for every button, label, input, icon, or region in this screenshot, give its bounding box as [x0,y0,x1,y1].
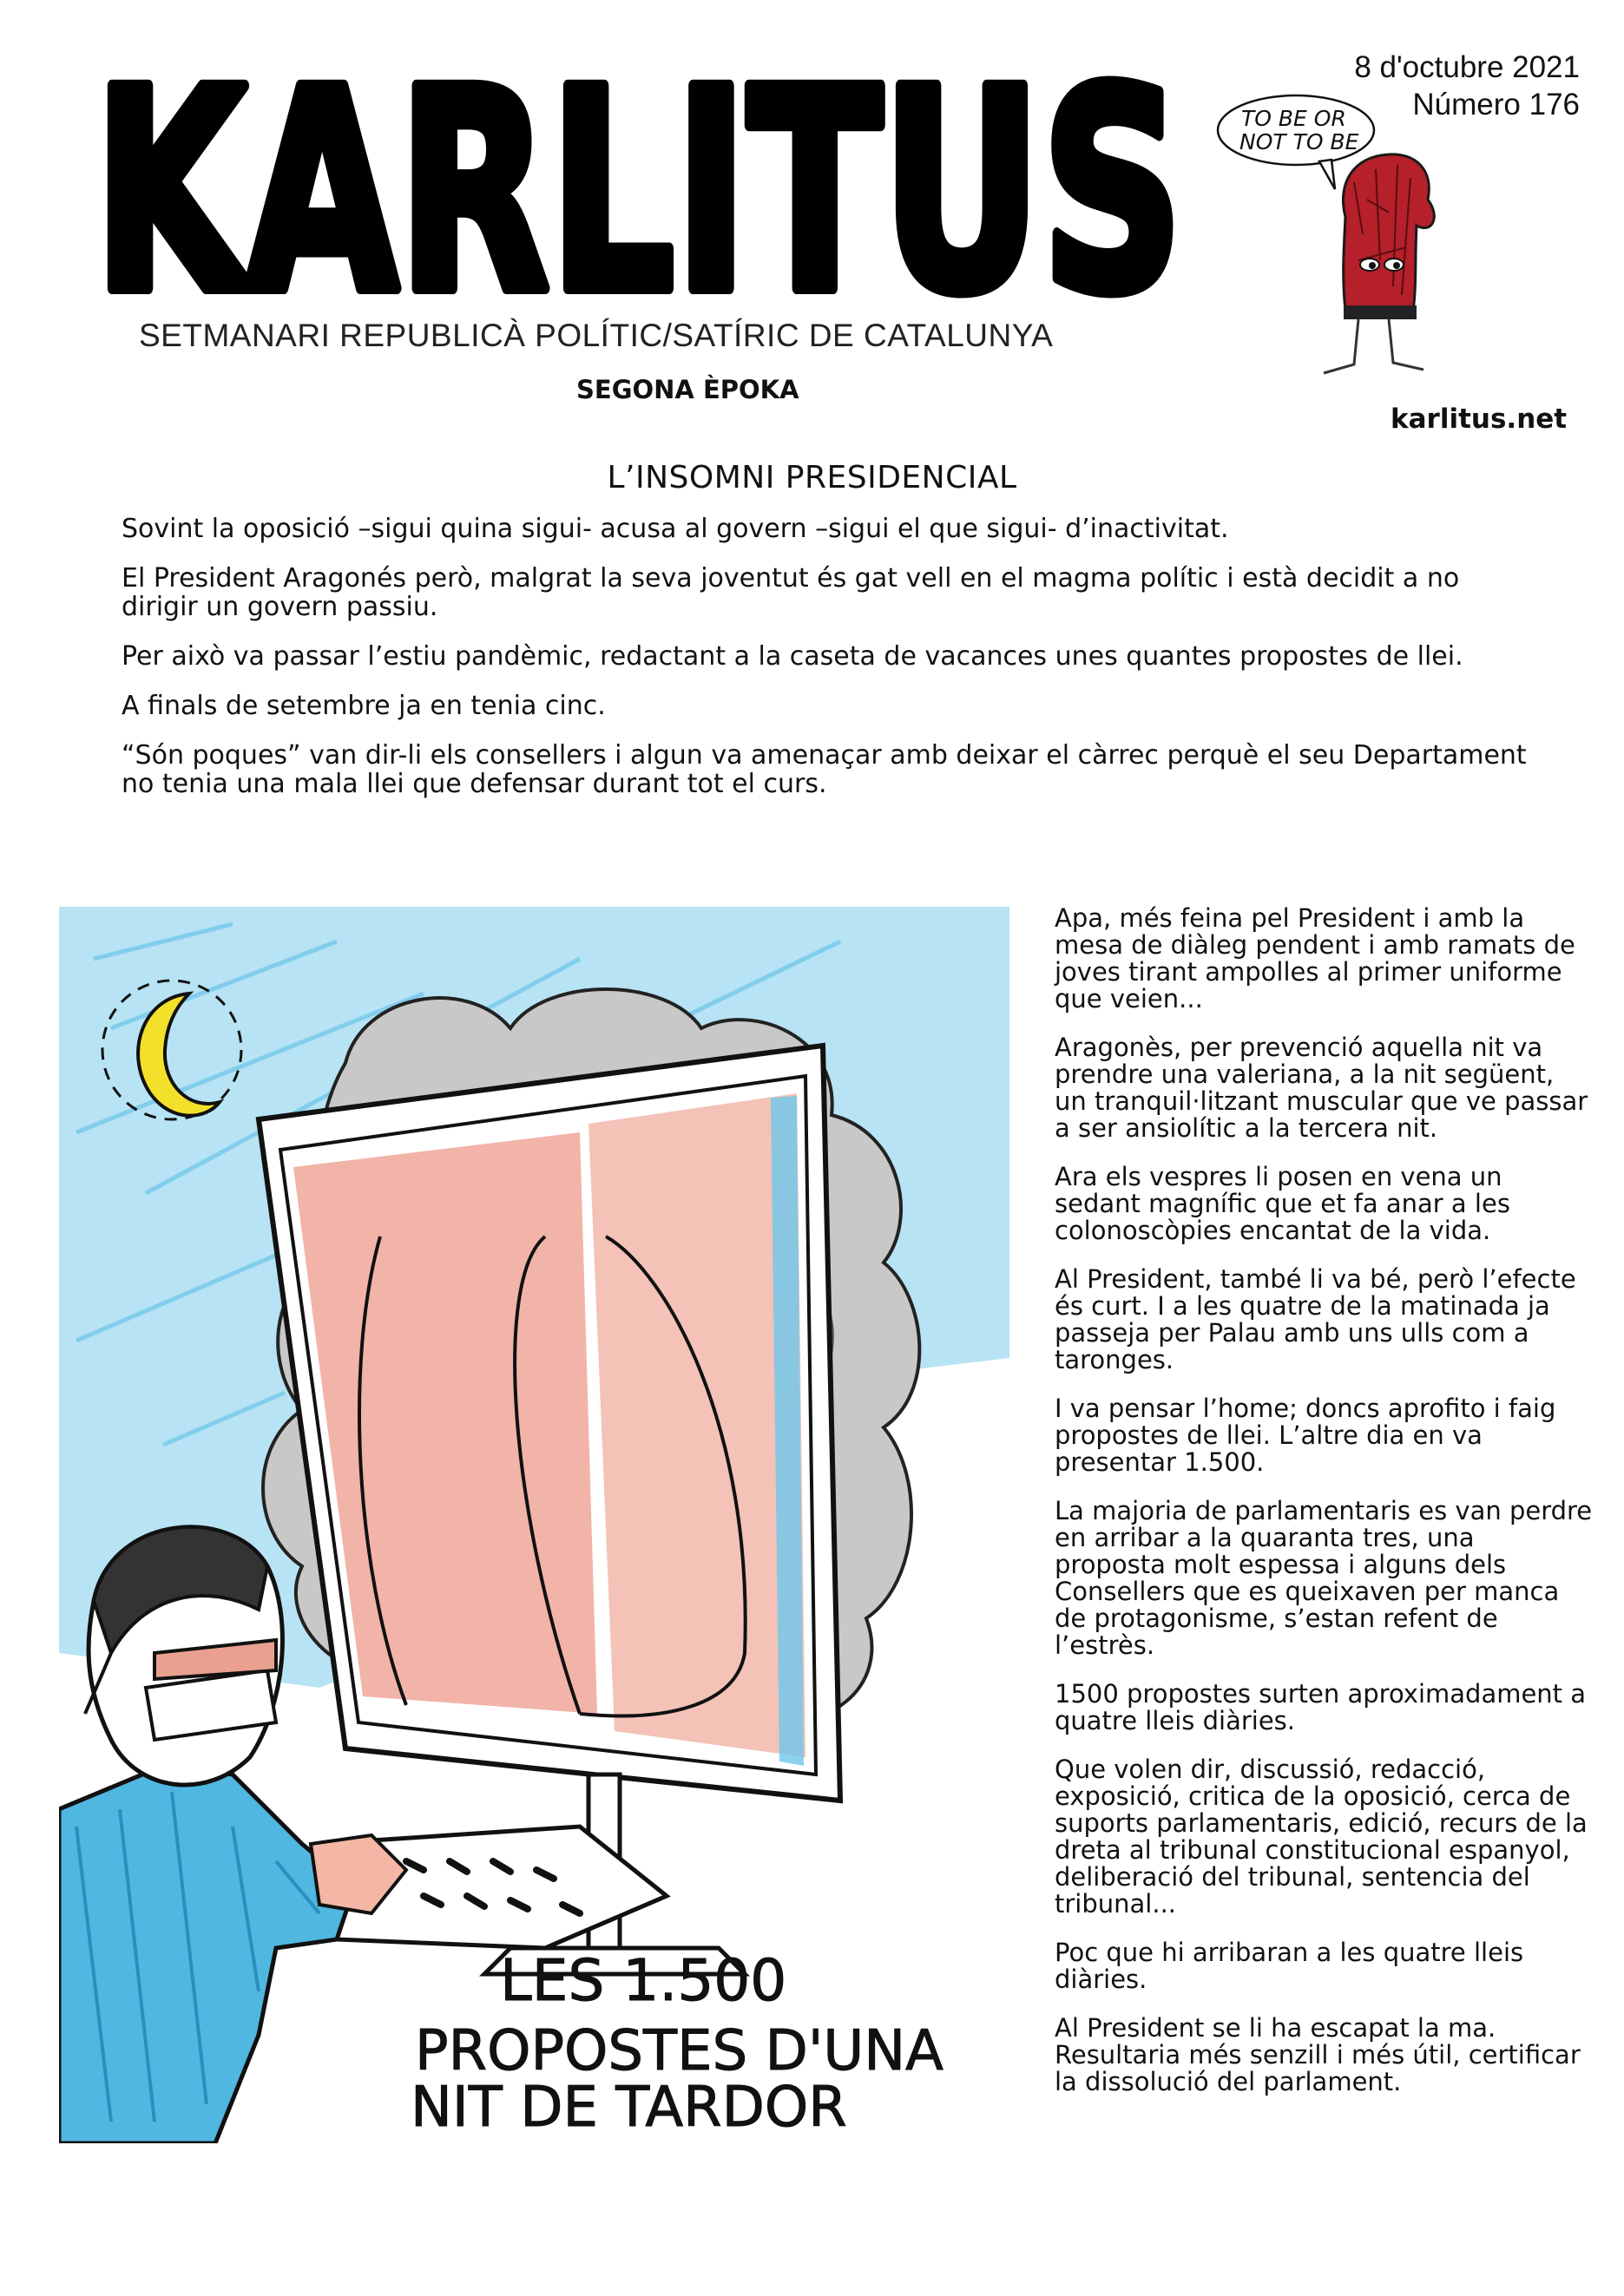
article-side-column [1055,905,1593,2117]
cartoon-illustration [59,907,1009,2143]
intro-paragraph: A finals de setembre ja en tenia cinc. [122,691,606,721]
intro-paragraph: “Són poques” van dir-li els consellers i algun va amenaçar amb deixar el càrrec perquè el seu Departament no tenia una mala llei que defensar durant tot el curs. [122,740,1527,799]
side-paragraph: Al President, també li va bé, però l’efecte és curt. I a les quatre de la matinada ja passeja per Palau amb uns ulls com a taronges. [1055,1264,1576,1374]
issue-number: Número 176 [1412,88,1580,121]
intro-paragraph: El President Aragonés però, malgrat la seva joventut és gat vell en el magma polític i està decidit a no dirigir un govern passiu. [122,563,1460,622]
masthead-logo [94,61,1183,312]
side-paragraph: La majoria de parlamentaris es van perdre en arribar a la quaranta tres, una proposta molt espessa i alguns dels Consellers que es queixaven per manca de protagonisme, s’estan refent de l’estrès. [1055,1496,1593,1660]
side-paragraph: Al President se li ha escapat la ma. Resultaria més senzill i més útil, certificar la dissolució del parlament. [1055,2013,1581,2096]
mascot-figure [1324,154,1434,373]
masthead-title: KARLITUS [94,61,1183,312]
side-paragraph: Que volen dir, discussió, redacció, exposició, critica de la oposició, cerca de suports parlamentaris, edició, recurs de la dreta al tribunal constitucional espanyol, deliberació del tribunal, sentencia del tribunal... [1055,1755,1588,1919]
side-paragraph: I va pensar l’home; doncs aprofito i faig propostes de llei. L’altre dia en va presentar 1.500. [1055,1394,1556,1477]
speech-line-2: NOT TO BE [1239,129,1359,154]
caption-line-3: NIT DE TARDOR [411,2076,847,2140]
article-intro [122,515,1528,819]
article-title: L’INSOMNI PRESIDENCIAL [607,460,1017,495]
mascot-illustration [1215,87,1562,399]
intro-paragraph: Sovint la oposició –sigui quina sigui- acusa al govern –sigui el que sigui- d’inactivitat. [122,514,1229,544]
side-paragraph: Poc que hi arribaran a les quatre lleis diàries. [1055,1938,1524,1994]
intro-paragraph: Per això va passar l’estiu pandèmic, redactant a la caseta de vacances unes quantes propostes de llei. [122,641,1463,672]
epoch-label: SEGONA ÈPOKA [576,375,799,404]
side-paragraph: 1500 propostes surten aproximadament a quatre lleis diàries. [1055,1679,1587,1735]
side-paragraph: Ara els vespres li posen en vena un sedant magnífic que et fa anar a les colonoscòpies encantat de la vida. [1055,1162,1510,1245]
caption-line-2: PROPOSTES D'UNA [415,2019,943,2083]
speech-line-1: TO BE OR [1241,106,1346,131]
side-paragraph: Apa, més feina pel President i amb la mesa de diàleg pendent i amb ramats de joves tirant ampolles al primer uniforme que veien... [1055,903,1575,1014]
masthead-subtitle: SETMANARI REPUBLICÀ POLÍTIC/SATÍRIC DE CATALUNYA [139,318,1054,353]
website-link[interactable]: karlitus.net [1391,403,1568,435]
caption-line-1: LES 1.500 [500,1947,787,2014]
side-paragraph: Aragonès, per prevenció aquella nit va prendre una valeriana, a la nit següent, un tranquil·litzant muscular que ve passar a ser ansiolític a la tercera nit. [1055,1033,1588,1143]
issue-date: 8 d'octubre 2021 [1354,50,1580,84]
